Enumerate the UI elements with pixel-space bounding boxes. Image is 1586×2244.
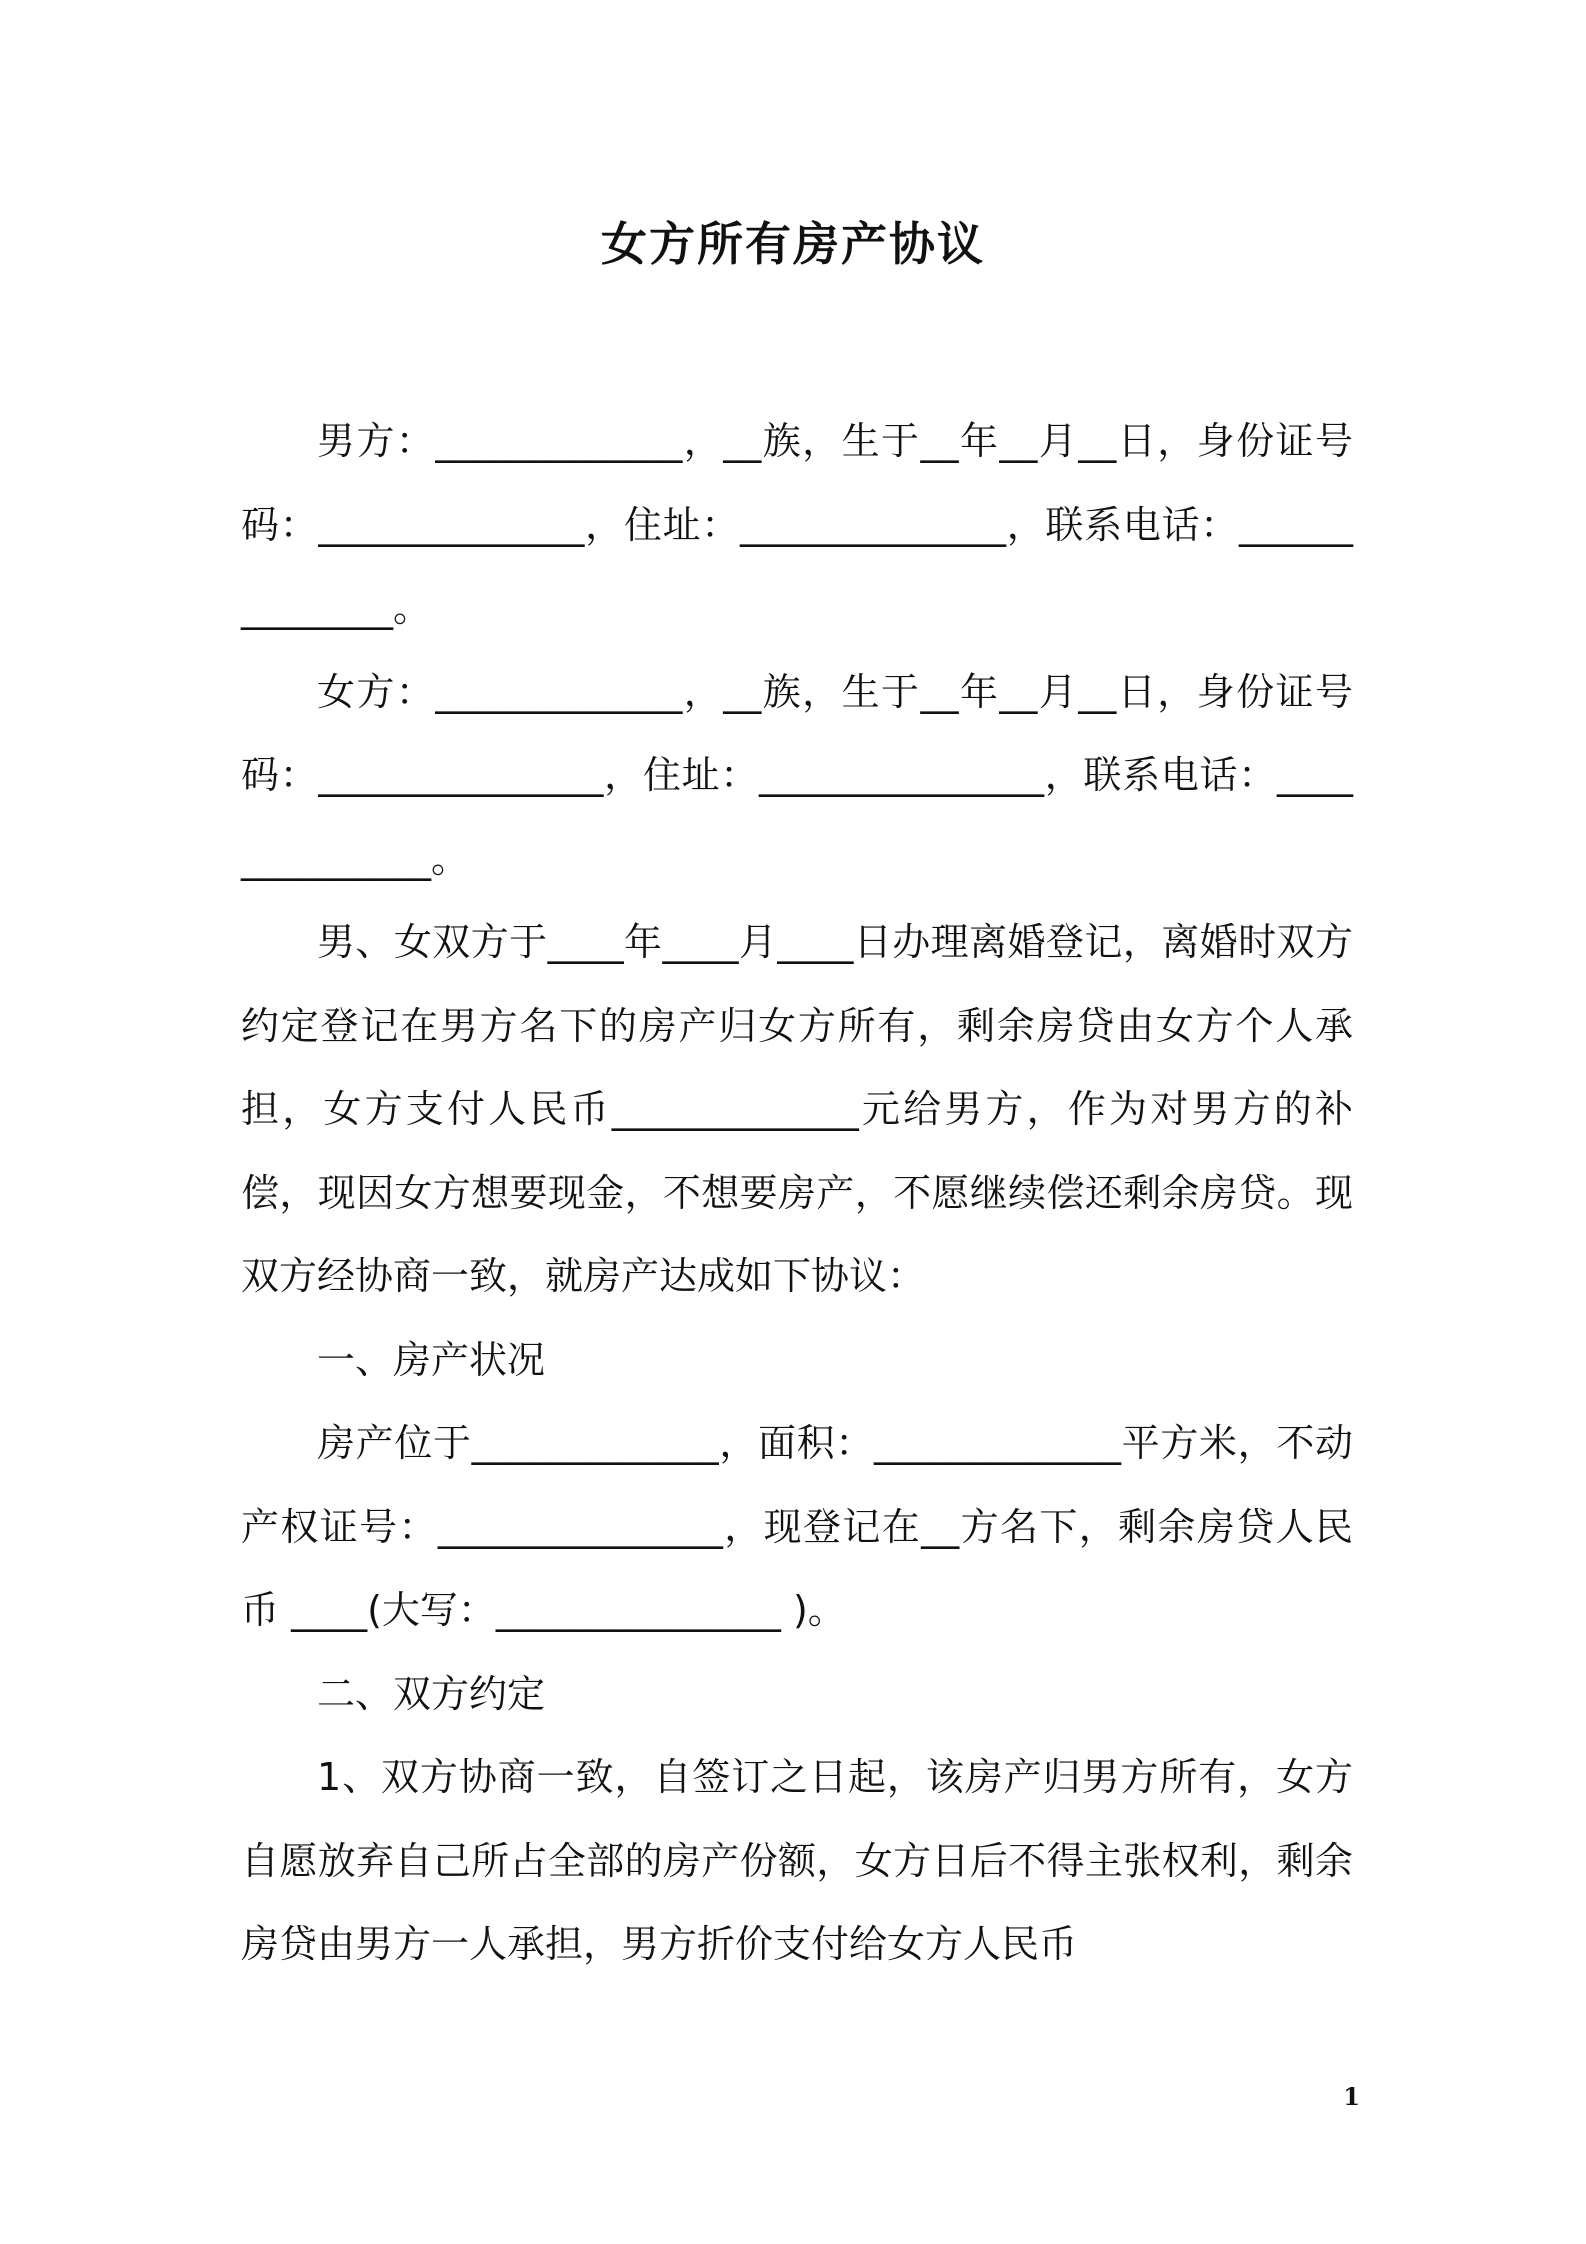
paragraph-male-party: 男方：_____________，__族，生于__年__月__日，身份证号码：______________，住址：______________，联系电话：______________。 [241,419,1353,630]
paragraph-clause-1: 1、双方协商一致，自签订之日起，该房产归男方所有，女方自愿放弃自己所占全部的房产份额，女方日后不得主张权利，剩余房贷由男方一人承担，男方折价支付给女方人民币 [241,1755,1353,1966]
paragraph-background: 男、女双方于____年____月____日办理离婚登记，离婚时双方约定登记在男方名下的房产归女方所有，剩余房贷由女方个人承担，女方支付人民币_____________元给男方，作为对男方的补偿，现因女方想要现金，不想要房产，不愿继续偿还剩余房贷。现双方经协商一致，就房产达成如下协议： [241,920,1353,1298]
paragraph-property-details: 房产位于_____________，面积：_____________平方米，不动产权证号：_______________，现登记在__方名下，剩余房贷人民币 ____(大写：_______________ )。 [241,1421,1353,1632]
document-title: 女方所有房产协议 [601,217,985,271]
page-number: 1 [1343,2082,1360,2111]
section-heading-agreement: 二、双方约定 [317,1671,546,1716]
document-body [241,400,1353,1987]
section-heading-property-status: 一、房产状况 [317,1337,546,1382]
paragraph-female-party: 女方：_____________，__族，生于__年__月__日，身份证号码：_______________，住址：_______________，联系电话：______________。 [241,669,1353,881]
